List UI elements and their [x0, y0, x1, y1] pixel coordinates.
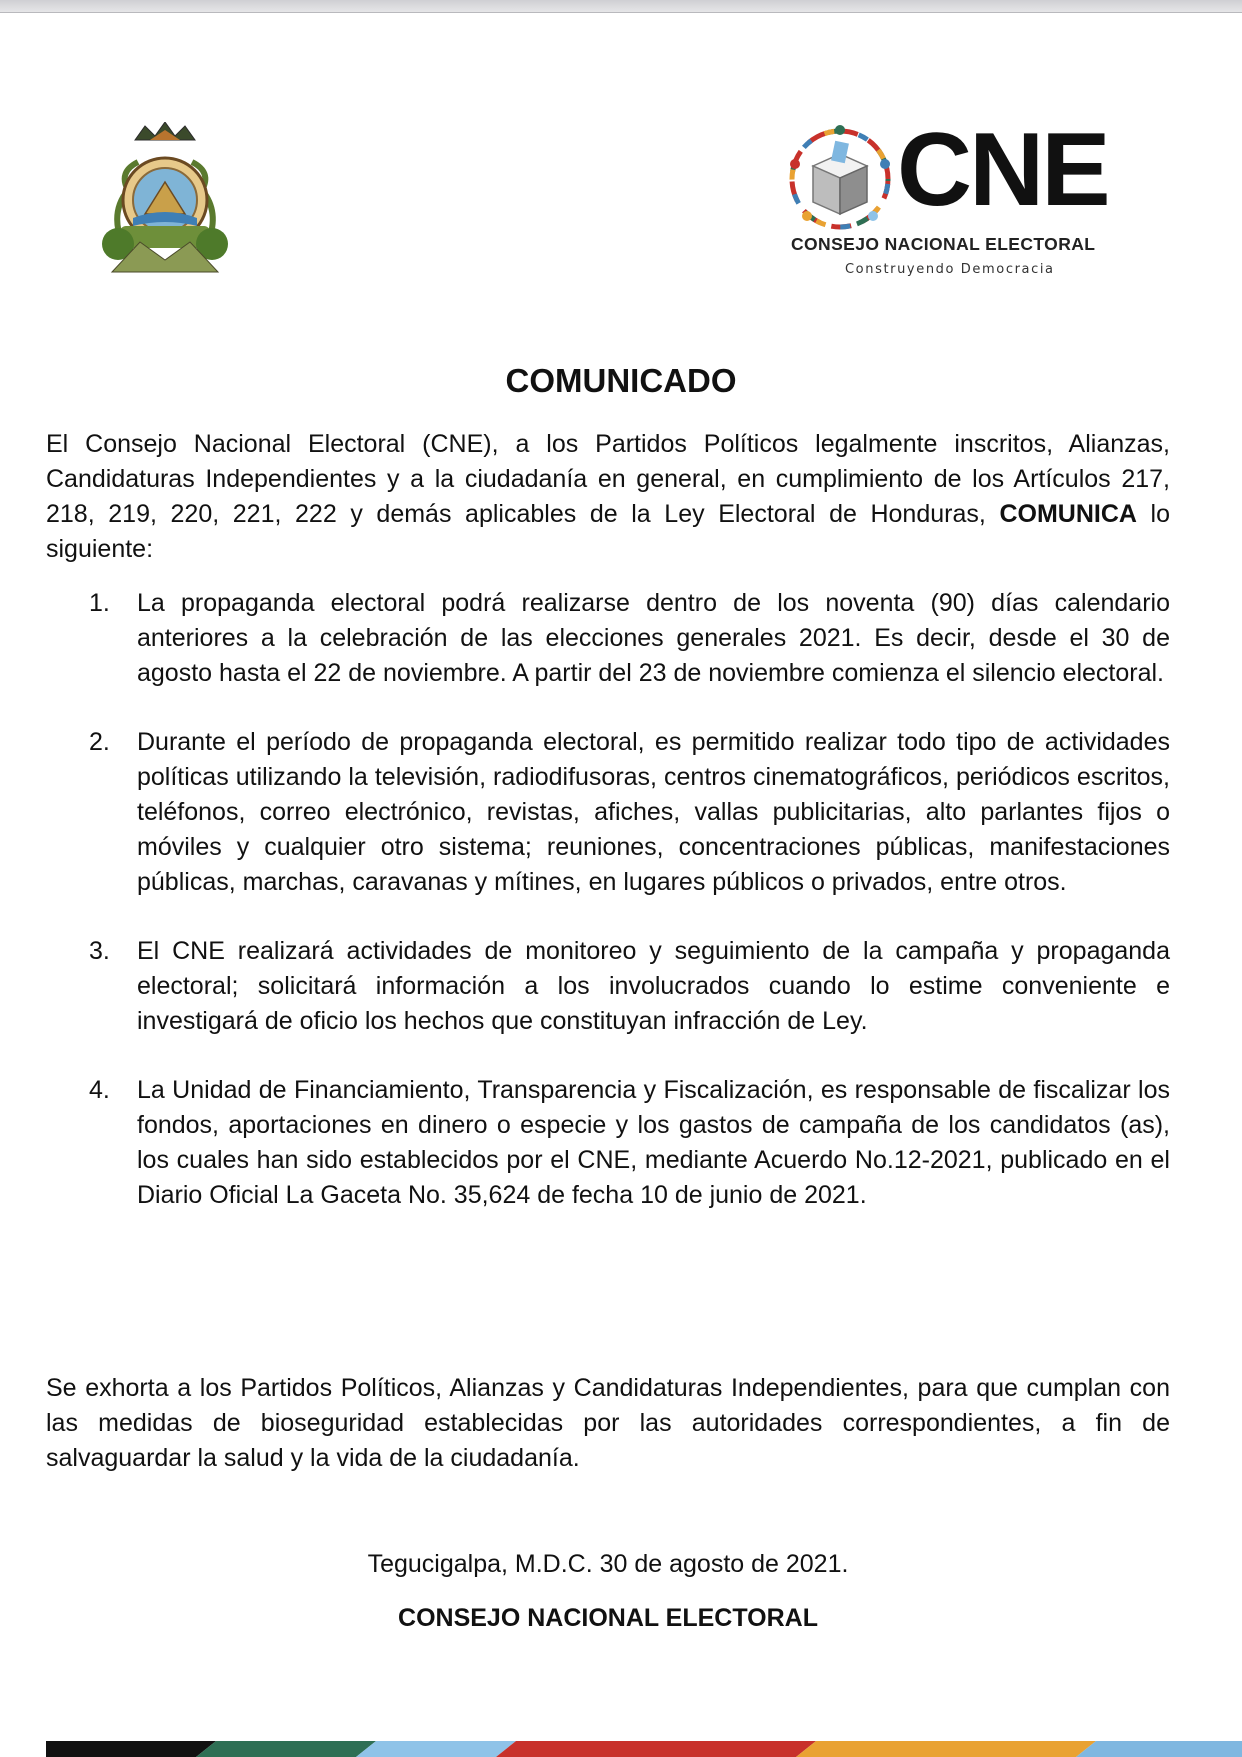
honduras-coat-of-arms-icon: [100, 122, 230, 282]
list-item-number: 2.: [89, 728, 110, 756]
intro-text: El Consejo Nacional Electoral (CNE), a los Partidos Políticos legalmente inscritos, Alianzas, Candidaturas Independientes y a la ciudadanía en general, en cumplimiento de los Artículos 217, 218, 219, 220, 221, 222 y demás aplicables de la Ley Electoral de Honduras,: [46, 430, 1170, 528]
place-date: Tegucigalpa, M.D.C. 30 de agosto de 2021.: [367, 1550, 849, 1578]
stripe-segment: [1076, 1741, 1242, 1757]
window-top-bar: [0, 0, 1242, 13]
points-list: [46, 586, 1170, 1213]
cne-slogan: Construyendo Democracia: [845, 262, 1055, 277]
list-item-text: El CNE realizará actividades de monitoreo y seguimiento de la campaña y propaganda electoral; solicitará información a los involucrados cuando lo estime conveniente e investigará de oficio los hechos que constituyan infracción de Ley.: [137, 937, 1170, 1035]
list-item: [46, 586, 1170, 691]
list-item-text: La Unidad de Financiamiento, Transparencia y Fiscalización, es responsable de fiscalizar los fondos, aportaciones en dinero o especie y los gastos de campaña de los candidatos (as), los cuales han sido establecidos por el CNE, mediante Acuerdo No.12-2021, publicado en el Diario Oficial La Gaceta No. 35,624 de fecha 10 de junio de 2021.: [137, 1076, 1170, 1209]
cne-logo-text: CNE: [897, 112, 1108, 228]
intro-paragraph: [46, 427, 1170, 567]
bottom-color-stripe: [46, 1741, 1242, 1757]
list-item-number: 4.: [89, 1076, 110, 1104]
stripe-segment: [796, 1741, 1096, 1757]
ballot-box-people-icon: [785, 124, 895, 234]
cne-logo: [785, 112, 1125, 282]
cne-full-name: CONSEJO NACIONAL ELECTORAL: [791, 234, 1096, 254]
list-item: [46, 934, 1170, 1039]
list-item: [46, 725, 1170, 900]
list-item: [46, 1073, 1170, 1213]
stripe-segment: [196, 1741, 376, 1757]
intro-tail: lo siguiente:: [46, 500, 1170, 563]
stripe-segment: [496, 1741, 816, 1757]
signature: CONSEJO NACIONAL ELECTORAL: [398, 1604, 818, 1632]
closing-paragraph: Se exhorta a los Partidos Políticos, Alianzas y Candidaturas Independientes, para que cumplan con las medidas de bioseguridad establecidas por las autoridades correspondientes, a fin de salvaguardar la salud y la vida de la ciudadanía.: [46, 1374, 1170, 1472]
list-item-text: Durante el período de propaganda electoral, es permitido realizar todo tipo de actividades políticas utilizando la televisión, radiodifusoras, centros cinematográficos, periódicos escritos, teléfonos, correo electrónico, revistas, afiches, vallas publicitarias, alto parlantes fijos o móviles y cualquier otro sistema; reuniones, concentraciones públicas, manifestaciones públicas, marchas, caravanas y mítines, en lugares públicos o privados, entre otros.: [137, 728, 1170, 896]
stripe-segment: [46, 1741, 216, 1757]
intro-bold-word: COMUNICA: [999, 500, 1137, 528]
stripe-segment: [356, 1741, 516, 1757]
list-item-text: La propaganda electoral podrá realizarse dentro de los noventa (90) días calendario anteriores a la celebración de las elecciones generales 2021. Es decir, desde el 30 de agosto hasta el 22 de noviembre. A partir del 23 de noviembre comienza el silencio electoral.: [137, 589, 1170, 687]
document-title: COMUNICADO: [505, 362, 737, 399]
list-item-number: 3.: [89, 937, 110, 965]
list-item-number: 1.: [89, 589, 110, 617]
